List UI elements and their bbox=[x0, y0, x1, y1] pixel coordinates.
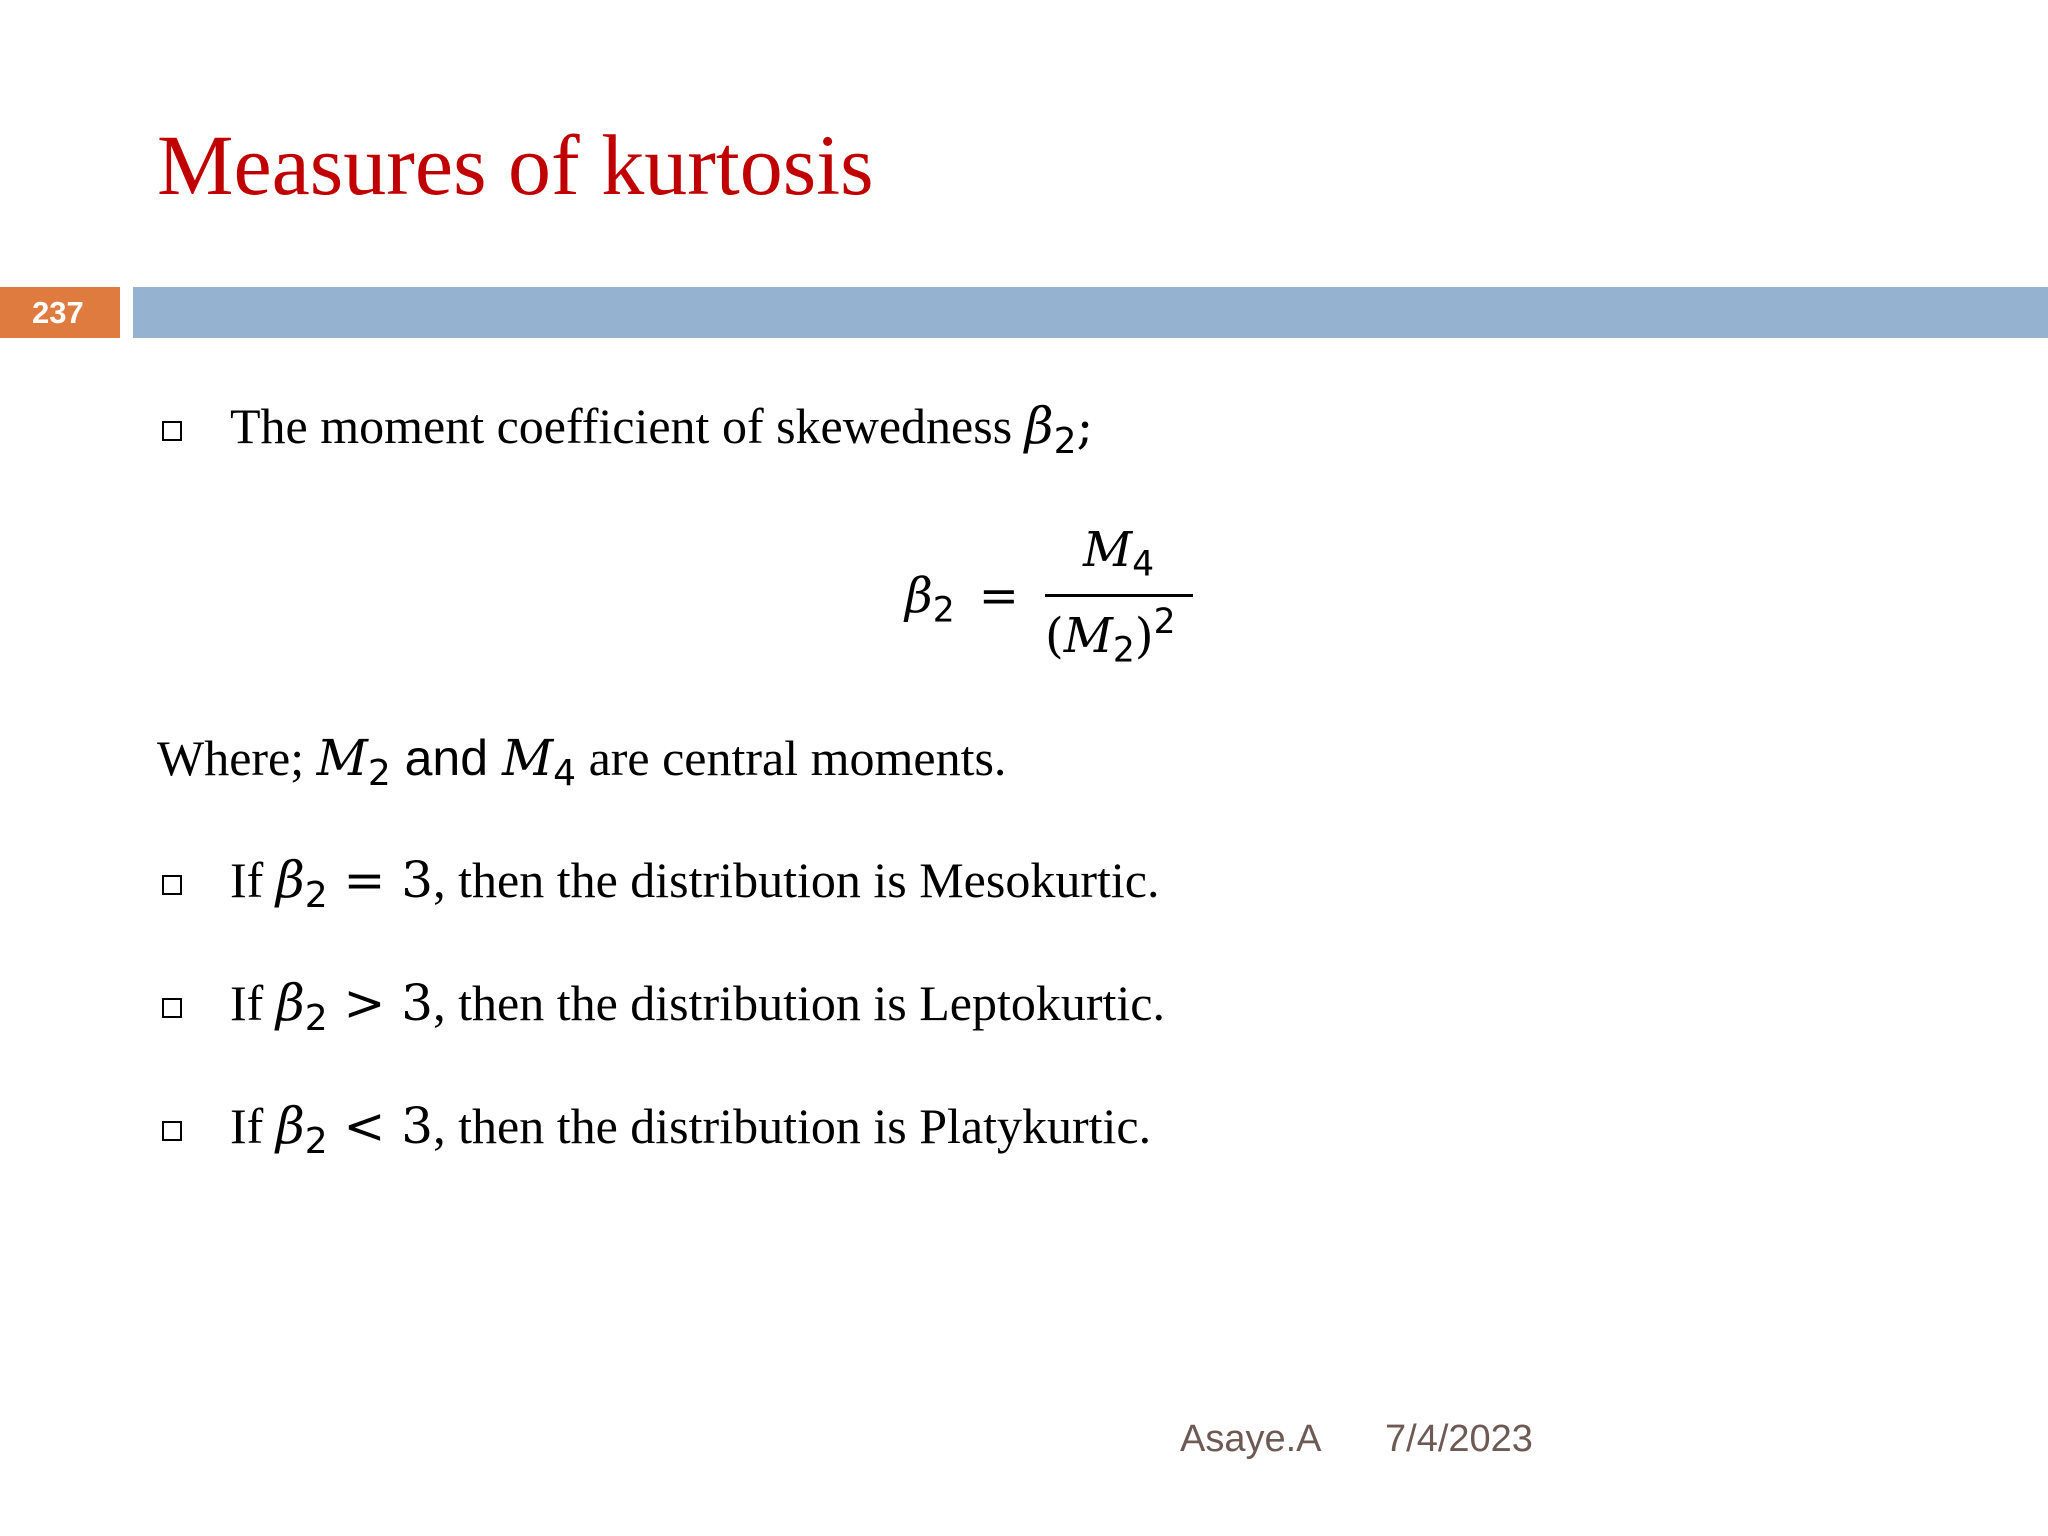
condition-platykurtic bbox=[230, 1096, 1151, 1163]
condition-relation: = 3 bbox=[327, 851, 434, 909]
condition-beta-sub: 2 bbox=[304, 1121, 328, 1163]
numerator-sub: 4 bbox=[1132, 544, 1155, 585]
condition-text: , then the distribution is Platykurtic. bbox=[433, 1098, 1152, 1154]
condition-text: , then the distribution is Leptokurtic. bbox=[433, 975, 1165, 1031]
condition-beta-sub: 2 bbox=[304, 998, 328, 1040]
bullet-square-icon bbox=[162, 998, 182, 1018]
fraction-bar bbox=[1045, 594, 1193, 597]
beta-subscript: 2 bbox=[1053, 421, 1077, 463]
slide-title: Measures of kurtosis bbox=[157, 117, 874, 213]
where-m2-sub: 2 bbox=[367, 753, 391, 795]
formula-beta: β bbox=[905, 568, 933, 624]
condition-relation: > 3 bbox=[327, 974, 434, 1032]
formula-equals: = bbox=[978, 568, 1019, 624]
kurtosis-formula bbox=[905, 522, 1205, 672]
footer-author: Asaye.A bbox=[1180, 1418, 1322, 1460]
bullet-square-icon bbox=[162, 421, 182, 441]
condition-mesokurtic bbox=[230, 850, 1159, 917]
condition-text: , then the distribution is Mesokurtic. bbox=[433, 852, 1160, 908]
bullet-square-icon bbox=[162, 1121, 182, 1141]
condition-prefix: If bbox=[230, 975, 276, 1031]
formula-beta-sub: 2 bbox=[932, 590, 955, 631]
den-sup: 2 bbox=[1153, 602, 1176, 642]
condition-beta: β bbox=[275, 1097, 305, 1155]
where-line bbox=[157, 728, 1006, 795]
den-open-paren: ( bbox=[1045, 608, 1064, 664]
den-close-paren: ) bbox=[1134, 608, 1154, 664]
condition-beta: β bbox=[275, 851, 305, 909]
condition-leptokurtic bbox=[230, 973, 1165, 1040]
where-suffix: are central moments. bbox=[576, 730, 1007, 786]
where-m2: M bbox=[316, 729, 368, 787]
where-m4-sub: 4 bbox=[553, 753, 577, 795]
condition-beta-sub: 2 bbox=[304, 875, 328, 917]
condition-prefix: If bbox=[230, 1098, 276, 1154]
den-m: M bbox=[1063, 608, 1113, 664]
slide-number-badge: 237 bbox=[0, 287, 120, 338]
bullet-text: The moment coefficient of skewedness bbox=[230, 398, 1025, 454]
den-sub: 2 bbox=[1112, 630, 1135, 671]
where-m4: M bbox=[501, 729, 554, 787]
footer-date: 7/4/2023 bbox=[1385, 1418, 1533, 1460]
numerator-m: M bbox=[1083, 522, 1133, 578]
where-prefix: Where; bbox=[157, 730, 317, 786]
formula-denominator bbox=[1045, 602, 1176, 671]
bullet-square-icon bbox=[162, 875, 182, 895]
bullet-moment-coefficient bbox=[230, 396, 1093, 463]
condition-relation: < 3 bbox=[327, 1097, 434, 1155]
semicolon: ; bbox=[1076, 397, 1094, 455]
formula-numerator bbox=[1083, 522, 1154, 585]
condition-prefix: If bbox=[230, 852, 276, 908]
where-and: and bbox=[390, 730, 502, 786]
header-divider-bar bbox=[133, 287, 2048, 338]
formula-lhs bbox=[905, 568, 1019, 631]
beta-symbol: β bbox=[1024, 397, 1054, 455]
condition-beta: β bbox=[275, 974, 305, 1032]
